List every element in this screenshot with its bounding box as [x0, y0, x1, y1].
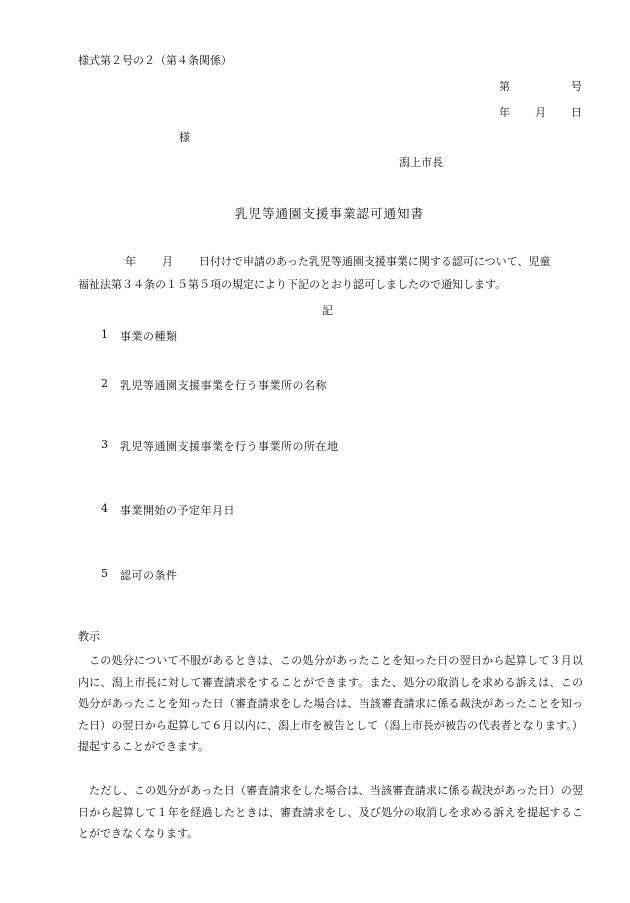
item-label: 認可の条件: [120, 569, 178, 582]
item-number: 2: [101, 377, 108, 390]
notice-paragraph-1: この処分について不服があるときは、この処分があったことを知った日の翌日から起算して３月以内に、潟上市長に対して審査請求をすることができます。また、処分の取消しを求める訴えは、この処分があったことを知った日（審査請求をした場合は、当該審査請求に係る裁決があったことを知った日）の翌日から起算して６月以内に、潟上市を被告として（潟上市長が被告の代表者となります。）提起することができます。: [78, 654, 583, 753]
date-month: 月: [535, 106, 546, 119]
ki-marker: 記: [322, 304, 333, 317]
item-number: 1: [101, 328, 108, 341]
intro-text-line2: 福祉法第３４条の１５第５項の規定により下記のとおり認可しましたので通知します。: [78, 278, 507, 291]
notice-paragraph-2: ただし、この処分があった日（審査請求をした場合は、当該審査請求に係る裁決があった日）の翌日から起算して１年を経過したときは、審査請求をし、及び処分の取消しを求める訴えを提起することができなくなります。: [78, 784, 583, 840]
item-number: 3: [101, 438, 108, 451]
item-number: 4: [101, 502, 108, 515]
issuer-name: 潟上市長: [399, 156, 443, 169]
intro-month: 月: [162, 255, 173, 268]
form-label: 様式第２号の２（第４条関係）: [78, 54, 232, 67]
number-suffix: 号: [571, 80, 582, 93]
item-label: 乳児等通園支援事業を行う事業所の名称: [120, 379, 327, 392]
intro-year: 年: [125, 255, 136, 268]
item-label: 事業の種類: [120, 330, 178, 343]
item-number: 5: [101, 567, 108, 580]
document-title: 乳児等通園支援事業認可通知書: [235, 206, 425, 221]
notice-heading: 教示: [78, 630, 100, 643]
item-label: 乳児等通園支援事業を行う事業所の所在地: [120, 440, 339, 453]
number-prefix: 第: [499, 80, 510, 93]
addressee-suffix: 様: [179, 131, 190, 144]
item-label: 事業開始の予定年月日: [120, 504, 235, 517]
date-year: 年: [499, 106, 510, 119]
intro-text-line1: 日付けで申請のあった乳児等通園支援事業に関する認可について、児童: [199, 255, 551, 268]
date-day: 日: [571, 106, 582, 119]
